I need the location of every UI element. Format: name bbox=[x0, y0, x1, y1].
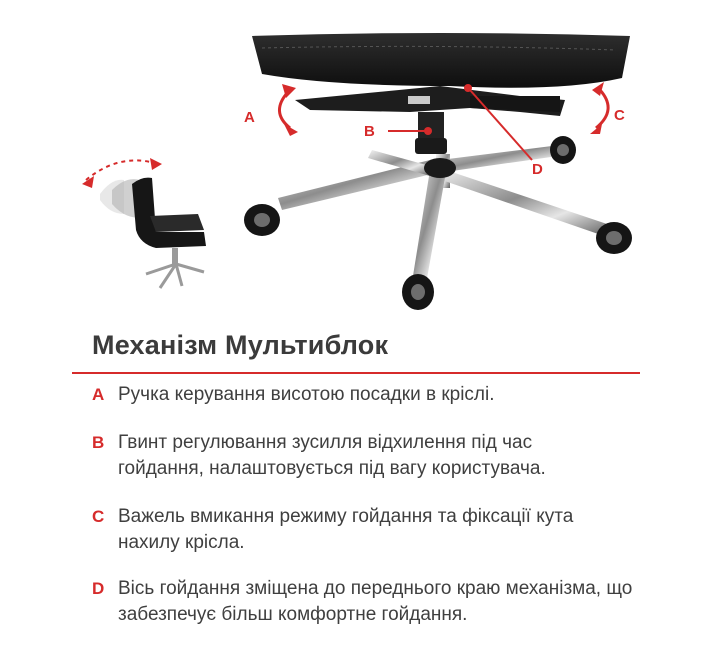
item-letter: A bbox=[92, 385, 105, 404]
chair-base bbox=[278, 145, 610, 284]
marker-c: C bbox=[614, 107, 625, 124]
title-divider bbox=[72, 372, 640, 374]
marker-d: D bbox=[532, 161, 543, 178]
marker-b: B bbox=[364, 123, 375, 140]
chair-seat bbox=[252, 33, 630, 88]
item-text: Вісь гойдання зміщена до переднього краю механізма, що забезпечує більш комфортне гойдання. bbox=[118, 578, 633, 625]
arrow-head-c-bottom bbox=[590, 124, 602, 134]
page-title: Механізм Мультиблок bbox=[92, 330, 389, 360]
tilt-mechanism bbox=[295, 86, 565, 116]
item-text: Гвинт регулювання зусилля відхилення під час гойдання, налаштовується під вагу користувача. bbox=[118, 432, 546, 479]
chair-mechanism-illustration bbox=[0, 0, 720, 320]
arrow-head-a-bottom bbox=[284, 124, 298, 136]
marker-a: A bbox=[244, 109, 255, 126]
rocking-chair-icon bbox=[82, 158, 206, 288]
item-letter: C bbox=[92, 507, 105, 526]
item-letter: D bbox=[92, 579, 105, 598]
item-text: Важель вмикання режиму гойдання та фіксації кута нахилу крісла. bbox=[118, 506, 574, 553]
item-letter: B bbox=[92, 433, 105, 452]
item-text: Ручка керування висотою посадки в кріслі. bbox=[118, 384, 495, 405]
